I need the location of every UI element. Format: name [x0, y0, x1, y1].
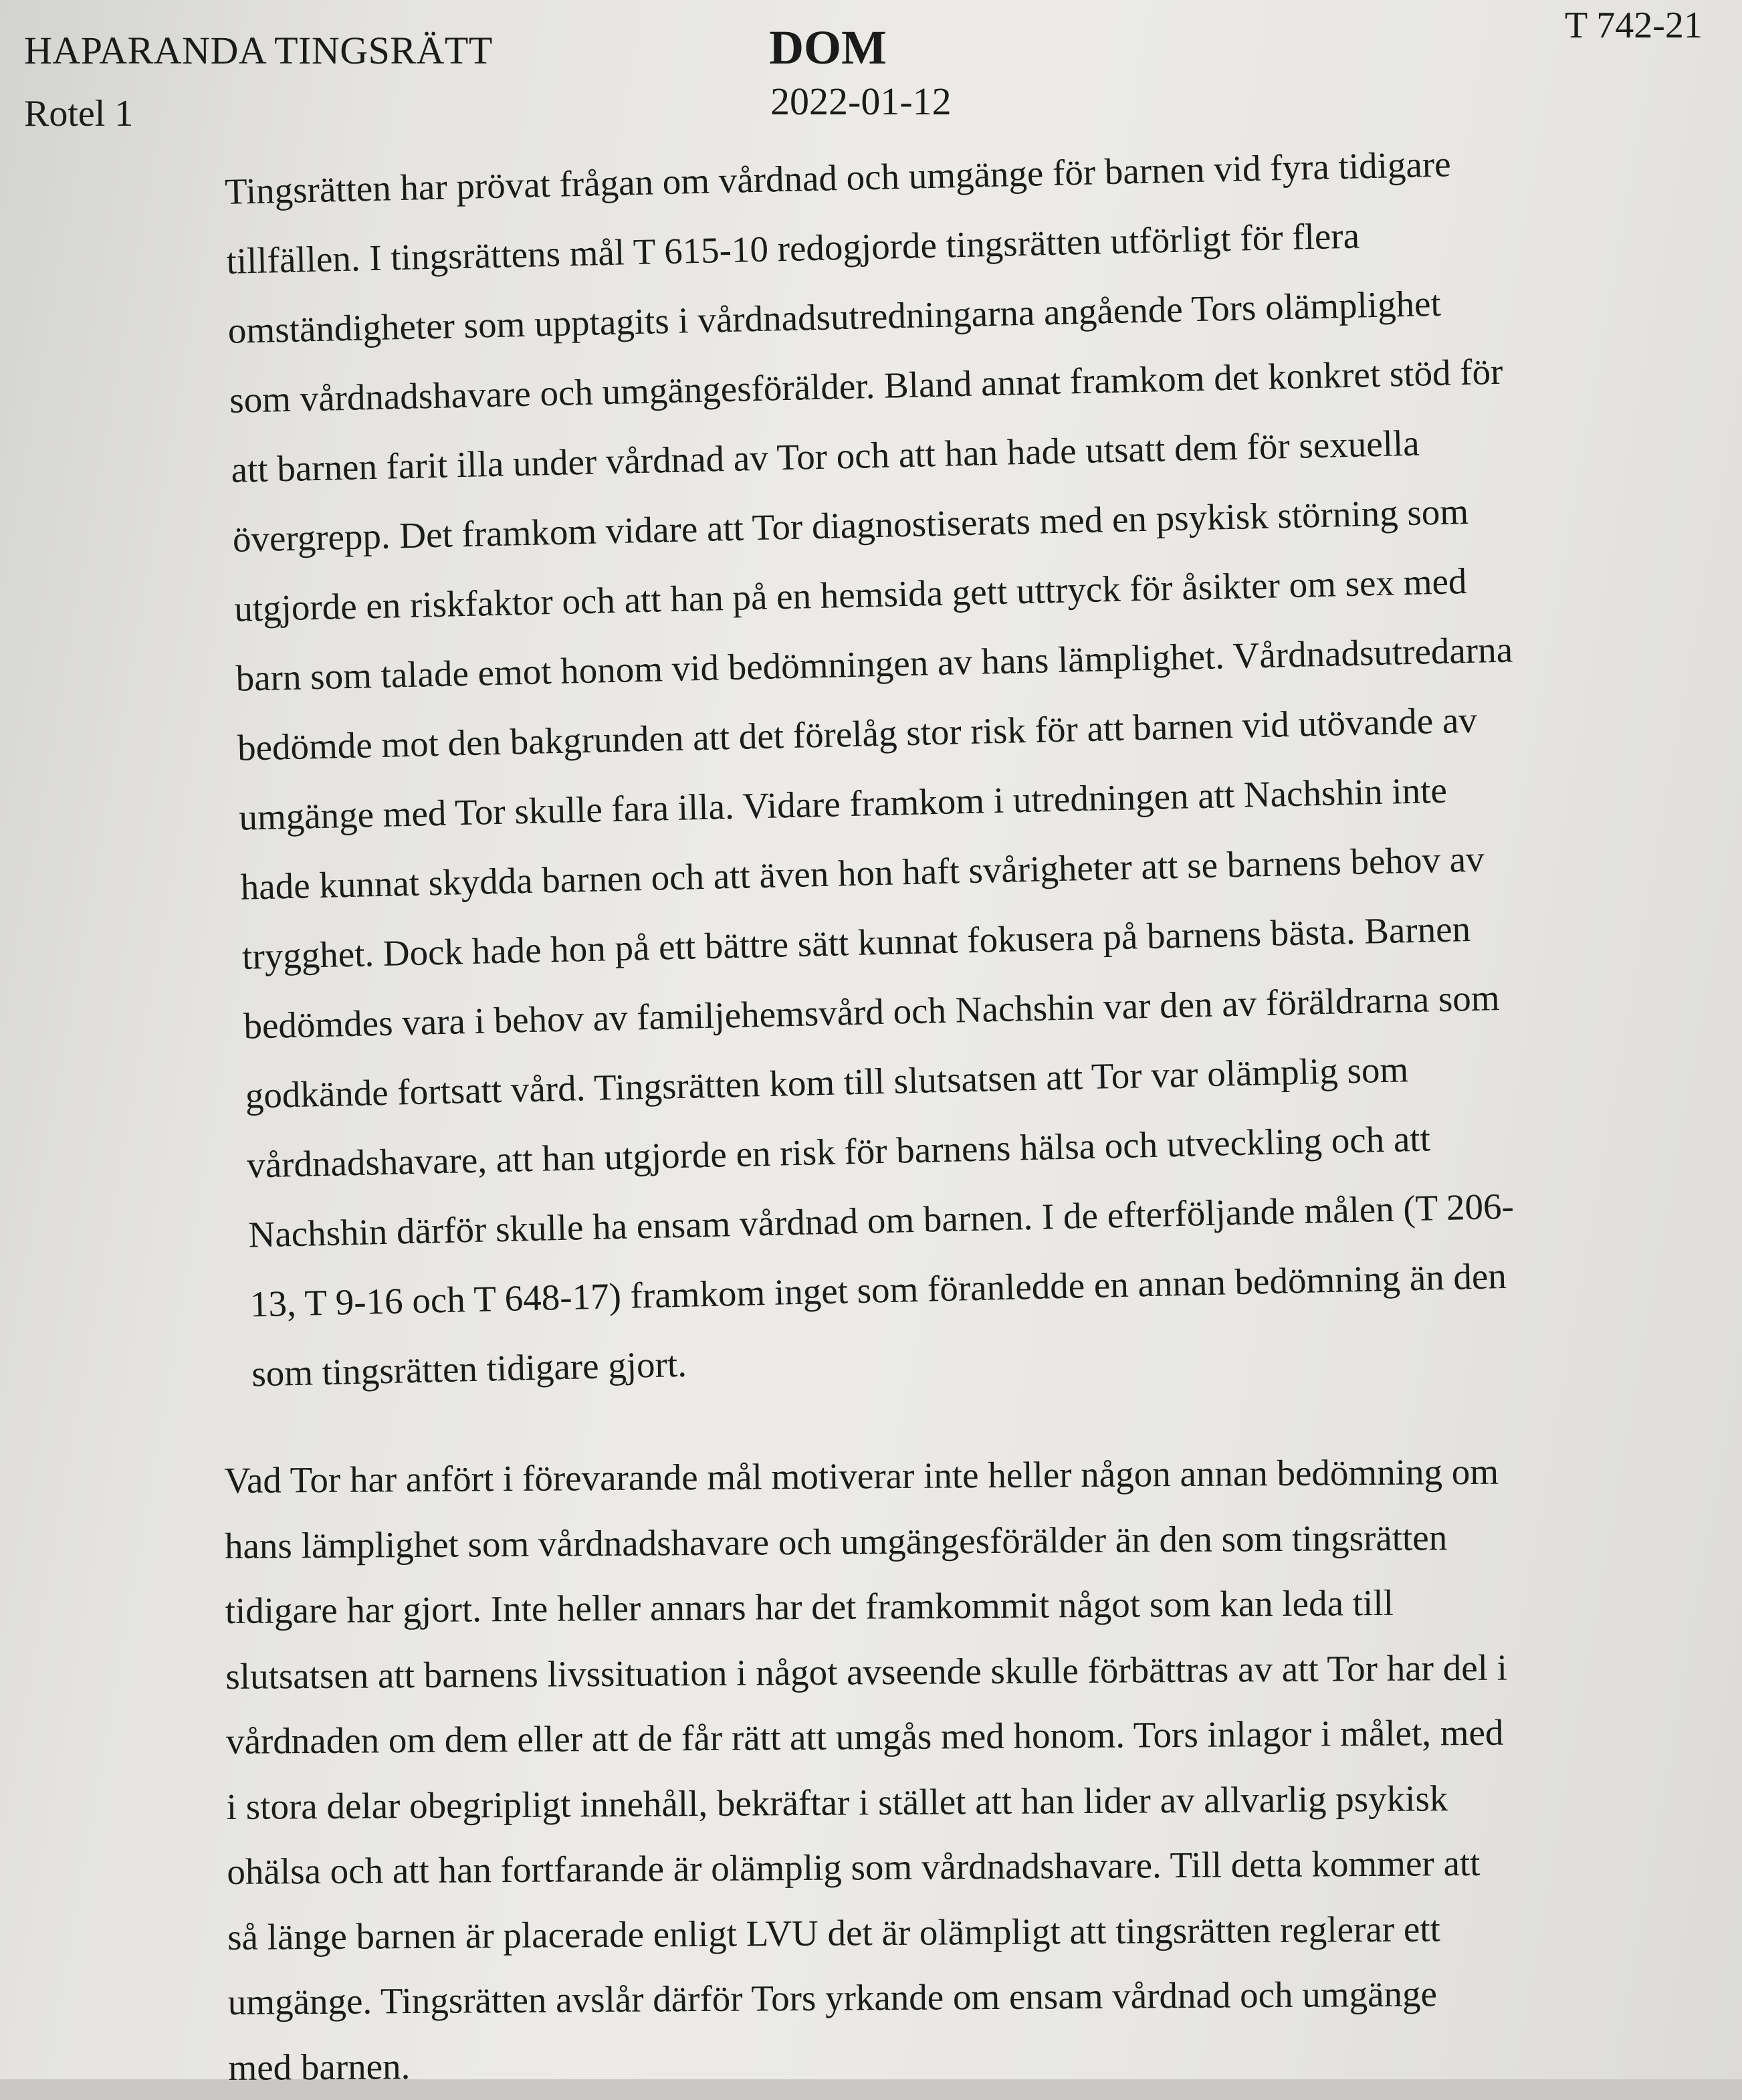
text-line: Vad Tor har anfört i förevarande mål motiverar inte heller någon annan bedömning om	[224, 1451, 1499, 1501]
text-line: Nachshin därför skulle ha ensam vårdnad om barnen. I de efterföljande målen (T 206-	[247, 1185, 1515, 1255]
case-number: T 742-21	[1565, 5, 1703, 46]
text-line: umgänge med Tor skulle fara illa. Vidare framkom i utredningen att Nachshin inte	[238, 769, 1448, 838]
judgment-body	[224, 143, 1612, 2100]
text-line: tillfällen. I tingsrättens mål T 615-10 redogjorde tingsrätten utförligt för flera	[225, 215, 1360, 282]
text-line: så länge barnen är placerade enligt LVU det är olämpligt att tingsrätten reglerar ett	[227, 1907, 1441, 1958]
text-line: hade kunnat skydda barnen och att även hon haft svårigheter att se barnens behov av	[240, 838, 1485, 908]
text-line: barn som talade emot honom vid bedömningen av hans lämplighet. Vårdnadsutredarna	[235, 629, 1513, 699]
text-line: bedömde mot den bakgrunden att det förelåg stor risk för att barnen vid utövande av	[237, 699, 1478, 768]
text-line: i stora delar obegripligt innehåll, bekräftar i stället att han lider av allvarlig psykisk	[226, 1777, 1448, 1827]
text-line: bedömdes vara i behov av familjehemsvård och Nachshin var den av föräldrarna som	[243, 977, 1501, 1047]
text-line: tidigare har gjort. Inte heller annars har det framkommit något som kan leda till	[225, 1582, 1394, 1631]
text-line: övergrepp. Det framkom vidare att Tor diagnostiserats med en psykisk störning som	[232, 490, 1469, 560]
text-line: umgänge. Tingsrätten avslår därför Tors yrkande om ensam vårdnad och umgänge	[227, 1973, 1438, 2022]
text-line: vårdnaden om dem eller att de får rätt att umgås med honom. Tors inlagor i målet, med	[225, 1711, 1504, 1762]
court-name: HAPARANDA TINGSRÄTT	[24, 29, 493, 72]
text-line: vårdnadshavare, att han utgjorde en risk för barnens hälsa och utveckling och att	[246, 1118, 1431, 1186]
text-line: som tingsrätten tidigare gjort.	[251, 1343, 687, 1394]
text-line: 13, T 9-16 och T 648-17) framkom inget som föranledde en annan bedömning än den	[249, 1255, 1507, 1325]
text-line: ohälsa och att han fortfarande är olämplig som vårdnadshavare. Till detta kommer att	[227, 1842, 1481, 1892]
document-date: 2022-01-12	[770, 80, 952, 123]
text-line: att barnen farit illa under vårdnad av Tor och att han hade utsatt dem för sexuella	[230, 422, 1420, 490]
paragraph	[224, 1439, 1616, 2100]
department-label: Rotel 1	[24, 93, 134, 134]
paragraph	[224, 126, 1640, 1409]
text-line: slutsatsen att barnens livssituation i något avseende skulle förbättras av att Tor har del i	[225, 1647, 1508, 1697]
text-line: utgjorde en riskfaktor och att han på en hemsida gett uttryck för åsikter om sex med	[233, 560, 1468, 629]
text-line: som vårdnadshavare och umgängesförälder. Bland annat framkom det konkret stöd för	[229, 350, 1504, 421]
document-title: DOM	[769, 21, 887, 74]
text-line: omständigheter som upptagits i vårdnadsutredningarna angående Tors olämplighet	[227, 282, 1442, 351]
text-line: med barnen.	[228, 2045, 411, 2088]
text-line: trygghet. Dock hade hon på ett bättre sätt kunnat fokusera på barnens bästa. Barnen	[241, 908, 1471, 977]
text-line: Tingsrätten har prövat frågan om vårdnad och umgänge för barnen vid fyra tidigare	[224, 143, 1452, 212]
text-line: hans lämplighet som vårdnadshavare och umgängesförälder än den som tingsrätten	[224, 1516, 1448, 1566]
text-line: godkände fortsatt vård. Tingsrätten kom till slutsatsen att Tor var olämplig som	[245, 1049, 1409, 1116]
